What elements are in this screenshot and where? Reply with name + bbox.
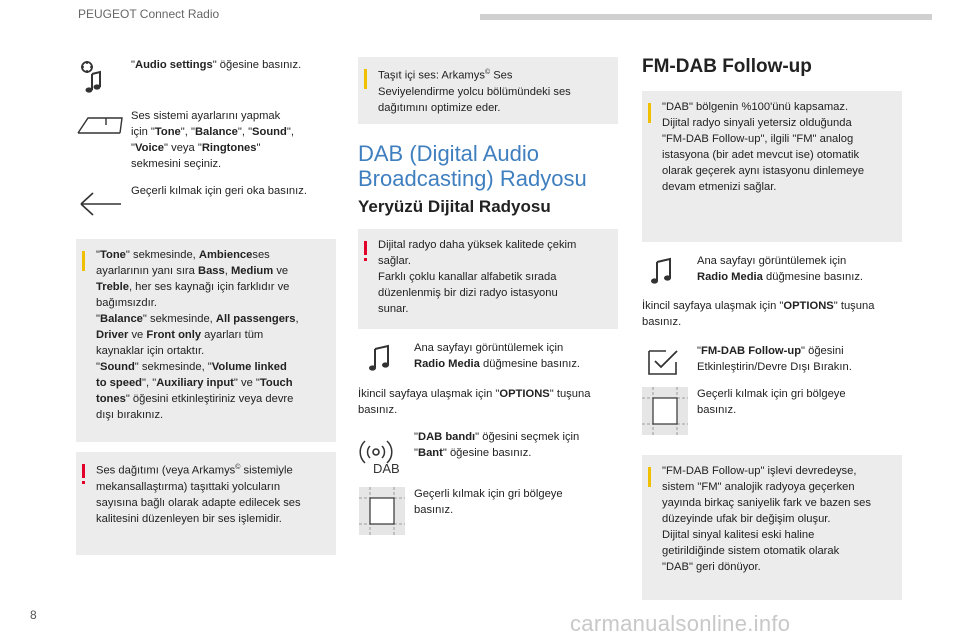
- dab-icon-label: DAB: [373, 461, 400, 475]
- radio-media-instruction: Ana sayfayı görüntülemek için Radio Media düğmesine basınız.: [414, 342, 581, 370]
- dab-section-title: DAB (Digital Audio Broadcasting) Radyosu: [358, 141, 587, 191]
- header-title: PEUGEOT Connect Radio: [78, 7, 220, 21]
- terrestrial-title: Yeryüzü Dijital Radyosu: [358, 197, 551, 216]
- info-box-audio-tabs: "Tone" sekmesinde, Ambienceses ayarlarının yanı sıra Bass, Medium ve Treble, her ses kaynağı için farklıdır ve bağımsızdır. "Balance" sekmesinde, All passengers, Driver ve Front only ayarları tüm kaynaklar için ortaktır. "Sound" sekmesinde, "Volume linked to speed", "Auxiliary input" ve "Touch tones" öğesini etkinleştiriniz veya devre dışı bırakınız.: [76, 239, 336, 442]
- grey-zone-icon: [642, 387, 688, 435]
- dab-radio-icon: [359, 435, 405, 475]
- info-box-fm-follow-active: "FM-DAB Follow-up" işlevi devredeyse, sistem "FM" analojik radyoya geçerken yayında birkaç saniyelik fark ve bazen ses düzeyinde ufak bir değişim oluşur. Dijital sinyal kalitesi eski haline getirildiğinde sistem otomatik olarak "DAB" geri dönüyor.: [642, 455, 902, 600]
- tabs-icon: [76, 115, 124, 135]
- warning-box-sound-distribution: Ses dağıtımı (veya Arkamys© sistemiyle mekansallaştırma) taşıttaki yolcuların sayısına bağlı olarak adapte edilecek ses kalitesini düzenleyen bir ses işlemidir.: [76, 452, 336, 555]
- confirm-instruction: Geçerli kılmak için gri bölgeye basınız.: [414, 488, 563, 516]
- page-number: 8: [30, 608, 37, 622]
- audio-settings-instruction: "Audio settings" öğesine basınız.: [131, 59, 302, 71]
- info-box-arkamys: Taşıt içi ses: Arkamys© Ses Seviyelendirme yolcu bölümündeki ses dağıtımını optimize eder.: [358, 57, 618, 124]
- back-arrow-icon: [77, 190, 123, 218]
- music-note-icon: [368, 344, 392, 372]
- info-icon: [648, 103, 651, 123]
- watermark: carmanualsonline.info: [570, 611, 791, 636]
- info-icon: [648, 467, 651, 487]
- warning-icon: [82, 464, 85, 478]
- tabs-instruction: Ses sistemi ayarlarını yapmak için "Tone", "Balance", "Sound", "Voice" veya "Ringtones" sekmesini seçiniz.: [131, 110, 294, 170]
- warning-box-digital-radio: Dijital radyo daha yüksek kalitede çekim sağlar. Farklı çoklu kanallar alfabetik sırada düzenlenmiş bir dizi radyo istasyonu sunar.: [358, 229, 618, 329]
- grey-zone-icon: [359, 487, 405, 535]
- options-instruction-fm: İkincil sayfaya ulaşmak için "OPTIONS" tuşuna basınız.: [642, 300, 875, 328]
- back-instruction: Geçerli kılmak için geri oka basınız.: [131, 185, 307, 197]
- checkbox-icon: [646, 348, 680, 376]
- fm-dab-title: FM-DAB Follow-up: [642, 56, 812, 77]
- fm-follow-instruction: "FM-DAB Follow-up" öğesini Etkinleştirin/Devre Dışı Bırakın.: [697, 345, 852, 373]
- dab-band-instruction: "DAB bandı" öğesini seçmek için "Bant" öğesine basınız.: [414, 431, 580, 459]
- music-settings-icon: [78, 60, 104, 94]
- info-icon: [82, 251, 85, 271]
- info-box-fm-dab: "DAB" bölgenin %100'ünü kapsamaz. Dijital radyo sinyali yetersiz olduğunda "FM-DAB Follow-up", ilgili "FM" analog istasyona (bir adet mevcut ise) otomatik olarak geçerek aynı istasyonu dinlemeye devam etmenizi sağlar.: [642, 91, 902, 242]
- radio-media-instruction-fm: Ana sayfayı görüntülemek için Radio Media düğmesine basınız.: [697, 255, 864, 283]
- options-instruction: İkincil sayfaya ulaşmak için "OPTIONS" tuşuna basınız.: [358, 388, 591, 416]
- header-divider: [480, 14, 932, 20]
- confirm-instruction-fm: Geçerli kılmak için gri bölgeye basınız.: [697, 388, 846, 416]
- info-icon: [364, 69, 367, 89]
- warning-icon: [364, 241, 367, 255]
- music-note-icon: [650, 257, 674, 285]
